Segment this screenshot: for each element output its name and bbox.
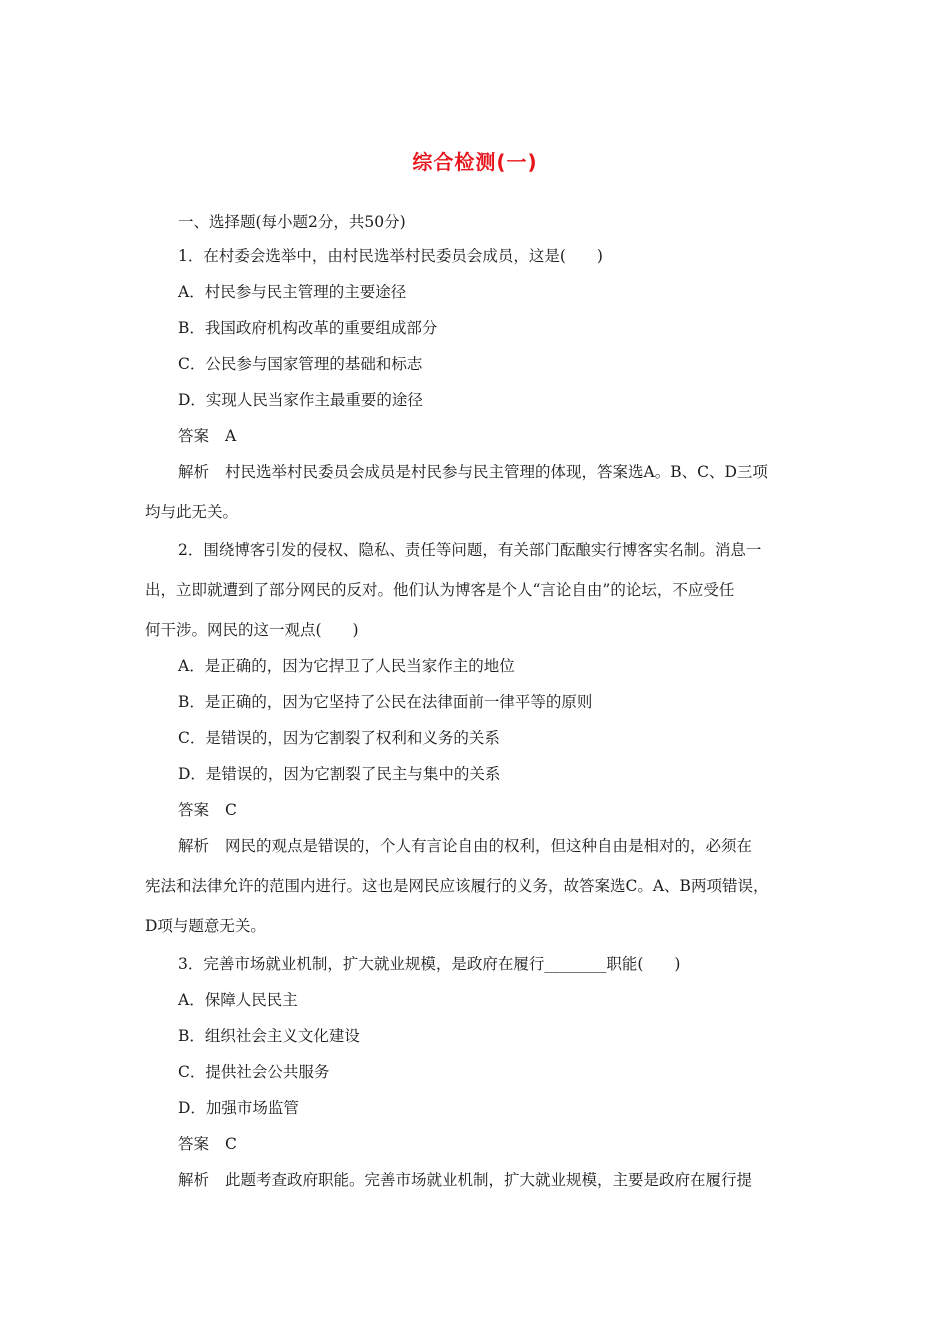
- analysis-text: 网民的观点是错误的，个人有言论自由的权利，但这种自由是相对的，必须在: [225, 837, 753, 855]
- question-3-option-d: D．加强市场监管: [178, 1099, 299, 1117]
- question-1-answer: [178, 426, 236, 446]
- answer-label: 答案: [178, 427, 210, 445]
- question-1-analysis: [178, 462, 768, 482]
- analysis-text: 村民选举村民委员会成员是村民参与民主管理的体现，答案选A。B、C、D三项: [225, 463, 768, 481]
- question-3-stem: 3．完善市场就业机制，扩大就业规模，是政府在履行________职能( ): [178, 955, 681, 973]
- analysis-label: 解析: [178, 1171, 210, 1189]
- answer-value: C: [225, 801, 237, 819]
- question-3-analysis: [178, 1170, 752, 1190]
- question-2-stem-cont-2: 何干涉。网民的这一观点( ): [145, 621, 359, 639]
- question-1-option-c: C．公民参与国家管理的基础和标志: [178, 355, 423, 373]
- question-1-option-d: D．实现人民当家作主最重要的途径: [178, 391, 423, 409]
- question-2-stem-cont-1: 出，立即就遭到了部分网民的反对。他们认为博客是个人“言论自由”的论坛，不应受任: [145, 581, 735, 599]
- section-heading: 一、选择题(每小题2分，共50分): [178, 213, 406, 231]
- question-2-option-c: C．是错误的，因为它割裂了权利和义务的关系: [178, 729, 500, 747]
- question-3-option-b: B．组织社会主义文化建设: [178, 1027, 360, 1045]
- question-2-stem: 2．围绕博客引发的侵权、隐私、责任等问题，有关部门酝酿实行博客实名制。消息一: [178, 541, 762, 559]
- answer-label: 答案: [178, 1135, 210, 1153]
- question-1-option-a: A．村民参与民主管理的主要途径: [178, 283, 407, 301]
- page-title: 综合检测(一): [412, 150, 538, 174]
- question-2-option-b: B．是正确的，因为它坚持了公民在法律面前一律平等的原则: [178, 693, 593, 711]
- question-3-option-a: A．保障人民民主: [178, 991, 298, 1009]
- answer-value: C: [225, 1135, 237, 1153]
- question-2-analysis-cont-1: 宪法和法律允许的范围内进行。这也是网民应该履行的义务，故答案选C。A、B两项错误，: [145, 877, 769, 895]
- question-2-analysis-cont-2: D项与题意无关。: [145, 917, 266, 935]
- question-2-answer: [178, 800, 237, 820]
- analysis-text: 此题考查政府职能。完善市场就业机制，扩大就业规模，主要是政府在履行提: [225, 1171, 753, 1189]
- analysis-label: 解析: [178, 837, 210, 855]
- question-2-analysis: [178, 836, 752, 856]
- question-1-option-b: B．我国政府机构改革的重要组成部分: [178, 319, 438, 337]
- analysis-label: 解析: [178, 463, 210, 481]
- question-3-answer: [178, 1134, 237, 1154]
- answer-value: A: [225, 427, 237, 445]
- question-2-option-d: D．是错误的，因为它割裂了民主与集中的关系: [178, 765, 501, 783]
- question-3-option-c: C．提供社会公共服务: [178, 1063, 330, 1081]
- answer-label: 答案: [178, 801, 210, 819]
- question-1-analysis-cont: 均与此无关。: [145, 503, 239, 521]
- question-2-option-a: A．是正确的，因为它捍卫了人民当家作主的地位: [178, 657, 515, 675]
- question-1-stem: 1．在村委会选举中，由村民选举村民委员会成员，这是( ): [178, 247, 603, 265]
